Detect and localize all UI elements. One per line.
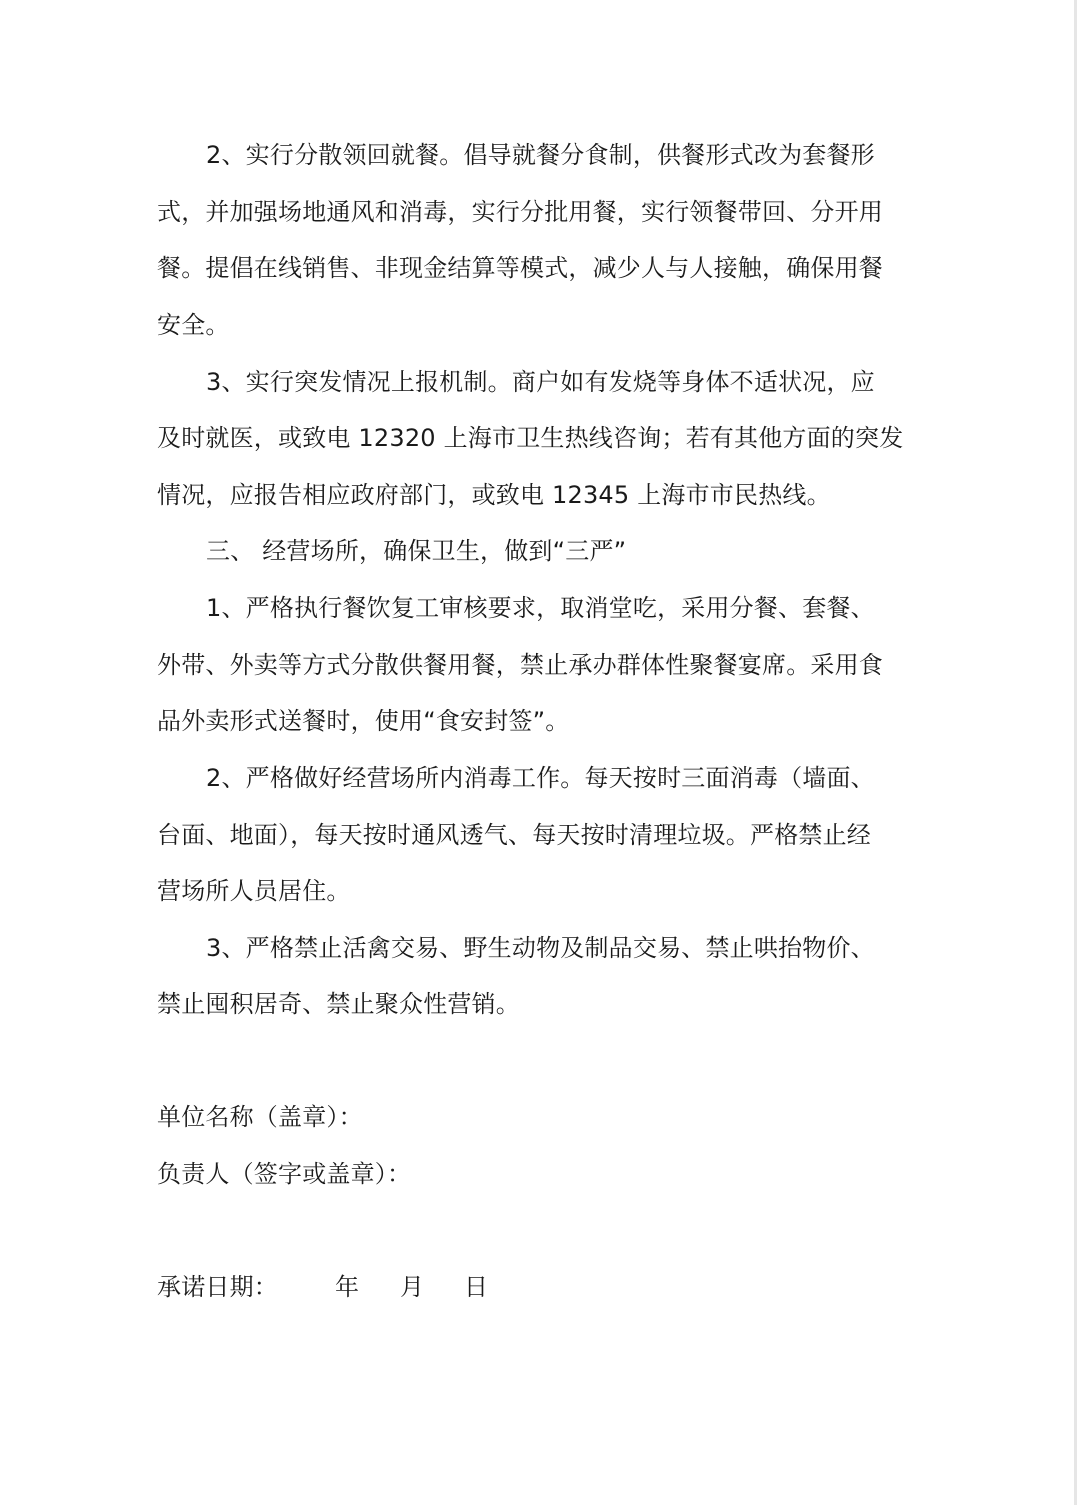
responsible-person-label: 负责人（签字或盖章）：	[157, 1160, 412, 1188]
year-label: 年	[335, 1273, 360, 1301]
paragraph-line: 情况，应报告相应政府部门，或致电 12345 上海市市民热线。	[157, 481, 831, 509]
paragraph-line: 台面、地面），每天按时通风透气、每天按时清理垃圾。严格禁止经	[157, 821, 871, 849]
paragraph-line: 外带、外卖等方式分散供餐用餐，禁止承办群体性聚餐宴席。采用食	[157, 651, 883, 679]
month-label: 月	[400, 1273, 425, 1301]
paragraph-line: 1、严格执行餐饮复工审核要求，取消堂吃，采用分餐、套餐、	[206, 594, 875, 622]
paragraph-line: 品外卖形式送餐时，使用“食安封签”。	[157, 707, 570, 735]
paragraph-line: 2、实行分散领回就餐。倡导就餐分食制，供餐形式改为套餐形	[206, 141, 875, 169]
unit-name-label: 单位名称（盖章）：	[157, 1103, 363, 1131]
paragraph-line: 2、严格做好经营场所内消毒工作。每天按时三面消毒（墙面、	[206, 764, 875, 792]
paragraph-line: 3、严格禁止活禽交易、野生动物及制品交易、禁止哄抬物价、	[206, 934, 875, 962]
paragraph-line: 禁止囤积居奇、禁止聚众性营销。	[157, 990, 520, 1018]
paragraph-line: 营场所人员居住。	[157, 877, 351, 905]
paragraph-line: 及时就医，或致电 12320 上海市卫生热线咨询；若有其他方面的突发	[157, 424, 904, 452]
paragraph-line: 式，并加强场地通风和消毒，实行分批用餐，实行领餐带回、分开用	[157, 198, 883, 226]
day-label: 日	[464, 1273, 489, 1301]
section-three-heading: 三、 经营场所，确保卫生，做到“三严”	[206, 537, 627, 565]
paragraph-line: 餐。提倡在线销售、非现金结算等模式，减少人与人接触，确保用餐	[157, 254, 883, 282]
commitment-date-label: 承诺日期：	[157, 1273, 278, 1301]
paragraph-line: 3、实行突发情况上报机制。商户如有发烧等身体不适状况，应	[206, 368, 875, 396]
paragraph-line: 安全。	[157, 311, 230, 339]
commitment-date-row	[157, 1270, 489, 1304]
